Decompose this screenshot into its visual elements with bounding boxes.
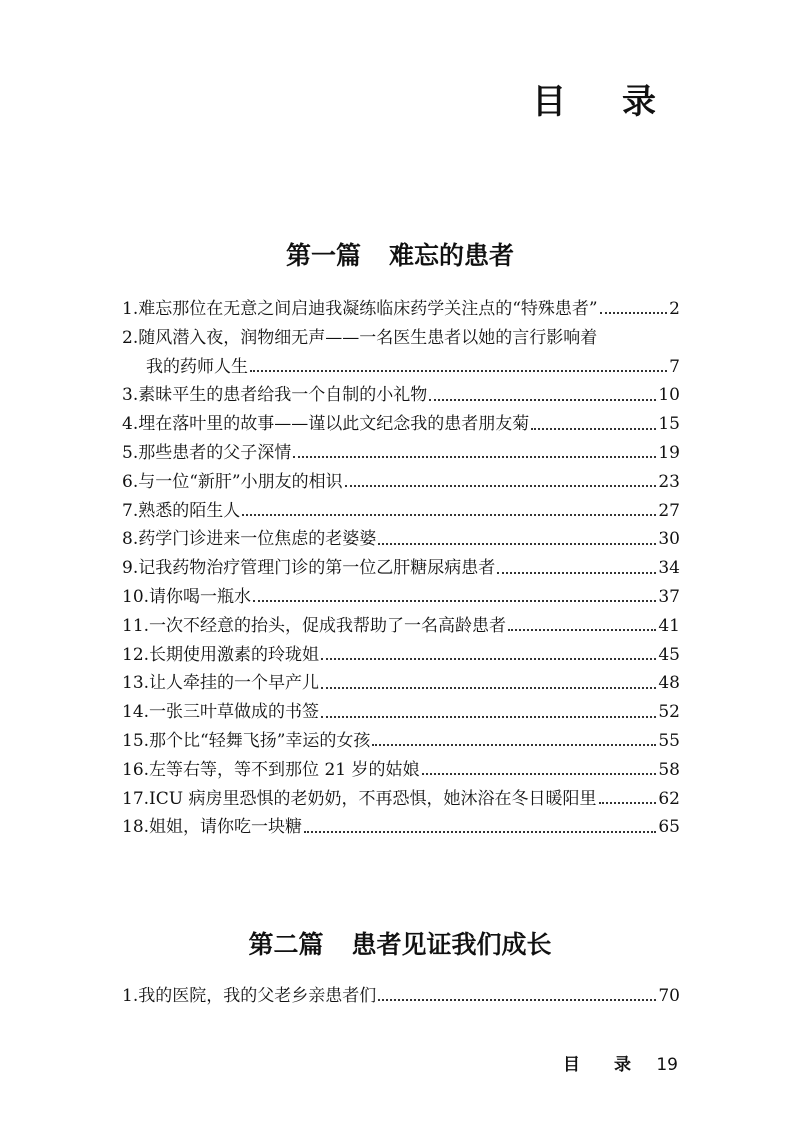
entry-title: 素昧平生的患者给我一个自制的小礼物 [138, 385, 428, 406]
entry-page: 58 [658, 759, 680, 780]
entry-title: 埋在落叶里的故事——谨以此文纪念我的患者朋友菊 [138, 414, 530, 435]
entry-number: 11. [122, 615, 150, 636]
dot-leader [378, 543, 656, 545]
entry-title: 姐姐，请你吃一块糖 [149, 817, 303, 838]
dot-leader [293, 456, 656, 458]
toc-entry[interactable] [122, 612, 680, 641]
entry-page: 30 [658, 529, 680, 550]
section-name: 患者见证我们成长 [351, 930, 552, 959]
dot-leader [345, 485, 657, 487]
toc-entry[interactable] [122, 497, 680, 526]
dot-leader [321, 716, 656, 718]
entry-title: 左等右等，等不到那位 21 岁的姑娘 [149, 759, 420, 780]
entry-title: 与一位“新肝”小朋友的相识 [138, 471, 343, 492]
dot-leader [378, 999, 656, 1001]
toc-entry[interactable] [122, 641, 680, 670]
entry-number: 14. [122, 702, 150, 723]
entry-page: 34 [658, 558, 680, 579]
dot-leader [250, 370, 667, 372]
section-title-1 [0, 236, 800, 272]
entry-title: 难忘那位在无意之间启迪我凝练临床药学关注点的“特殊患者” [138, 299, 598, 319]
dot-leader [429, 399, 656, 401]
entry-number: 15. [122, 730, 150, 751]
dot-leader [422, 773, 657, 775]
entry-page: 52 [658, 702, 680, 723]
entry-number: 7. [122, 500, 139, 521]
entry-number: 10. [122, 586, 150, 607]
entry-number: 18. [122, 817, 150, 838]
dot-leader [242, 514, 656, 516]
toc-entry[interactable] [122, 410, 680, 439]
entry-title: 让人牵挂的一个早产儿 [149, 673, 320, 694]
dot-leader [508, 629, 656, 631]
entry-title: 长期使用激素的玲珑姐 [149, 644, 320, 665]
toc-entry[interactable] [122, 381, 680, 410]
dot-leader [321, 687, 656, 689]
dot-leader [600, 312, 668, 314]
entry-title: 随风潜入夜，润物细无声——一名医生患者以她的言行影响着 [138, 327, 598, 348]
dot-leader [599, 802, 657, 804]
entry-page: 48 [658, 673, 680, 694]
entry-number: 13. [122, 673, 150, 694]
entry-number: 3. [122, 385, 139, 406]
entry-title: 熟悉的陌生人 [138, 500, 241, 521]
toc-entry[interactable] [122, 295, 680, 324]
toc-list-section-1 [122, 295, 680, 842]
dot-leader [304, 831, 656, 833]
toc-entry[interactable] [122, 813, 680, 842]
entry-page: 27 [658, 500, 680, 521]
entry-number: 1. [122, 299, 139, 319]
entry-page: 45 [658, 644, 680, 665]
toc-entry[interactable] [122, 439, 680, 468]
section-title-2 [0, 925, 800, 961]
entry-number: 17. [122, 788, 150, 809]
entry-page: 55 [658, 730, 680, 751]
entry-number: 12. [122, 644, 150, 665]
entry-page: 7 [669, 356, 680, 377]
entry-page: 19 [658, 442, 680, 463]
dot-leader [497, 572, 656, 574]
page-number: 19 [656, 1055, 678, 1075]
entry-title: 一张三叶草做成的书签 [149, 702, 320, 723]
entry-title: 那些患者的父子深情 [138, 442, 292, 463]
section-number: 第一篇 [285, 241, 361, 270]
entry-title: 我的医院，我的父老乡亲患者们 [138, 986, 377, 1006]
entry-title-continued: 我的药师人生 [146, 356, 248, 377]
page-title: 目 录 [532, 82, 678, 122]
toc-entry[interactable] [122, 982, 680, 1011]
entry-number: 4. [122, 414, 139, 435]
entry-number: 1. [122, 986, 139, 1006]
toc-entry[interactable] [122, 583, 680, 612]
entry-page: 65 [658, 817, 680, 838]
running-footer [563, 1050, 678, 1075]
toc-entry[interactable] [122, 554, 680, 583]
entry-number: 6. [122, 471, 139, 492]
toc-entry[interactable] [122, 785, 680, 814]
footer-label: 目 录 [563, 1055, 645, 1075]
entry-title: 药学门诊进来一位焦虑的老婆婆 [138, 529, 377, 550]
entry-title: 记我药物治疗管理门诊的第一位乙肝糖尿病患者 [138, 558, 496, 579]
section-number: 第二篇 [248, 930, 324, 959]
entry-page: 15 [658, 414, 680, 435]
toc-entry[interactable] [122, 669, 680, 698]
toc-entry[interactable] [122, 698, 680, 727]
dot-leader [321, 658, 656, 660]
entry-title: 请你喝一瓶水 [149, 586, 252, 607]
entry-title: ICU 病房里恐惧的老奶奶，不再恐惧，她沐浴在冬日暖阳里 [149, 788, 597, 809]
dot-leader [372, 744, 656, 746]
section-name: 难忘的患者 [389, 241, 515, 270]
toc-entry[interactable] [122, 324, 680, 382]
dot-leader [531, 428, 656, 430]
entry-page: 37 [658, 586, 680, 607]
dot-leader [253, 600, 656, 602]
entry-page: 2 [669, 299, 680, 319]
entry-number: 8. [122, 529, 139, 550]
entry-number: 9. [122, 558, 139, 579]
entry-number: 5. [122, 442, 139, 463]
toc-list-section-2 [122, 982, 680, 1011]
entry-number: 2. [122, 327, 139, 348]
toc-entry[interactable] [122, 468, 680, 497]
entry-title: 一次不经意的抬头，促成我帮助了一名高龄患者 [149, 615, 507, 636]
entry-page: 41 [658, 615, 680, 636]
entry-page: 70 [658, 986, 680, 1006]
toc-entry[interactable] [122, 525, 680, 554]
entry-page: 23 [658, 471, 680, 492]
entry-page: 62 [658, 788, 680, 809]
entry-title: 那个比“轻舞飞扬”幸运的女孩 [149, 730, 371, 751]
toc-entry[interactable] [122, 756, 680, 785]
entry-page: 10 [658, 385, 680, 406]
toc-entry[interactable] [122, 727, 680, 756]
entry-number: 16. [122, 759, 150, 780]
